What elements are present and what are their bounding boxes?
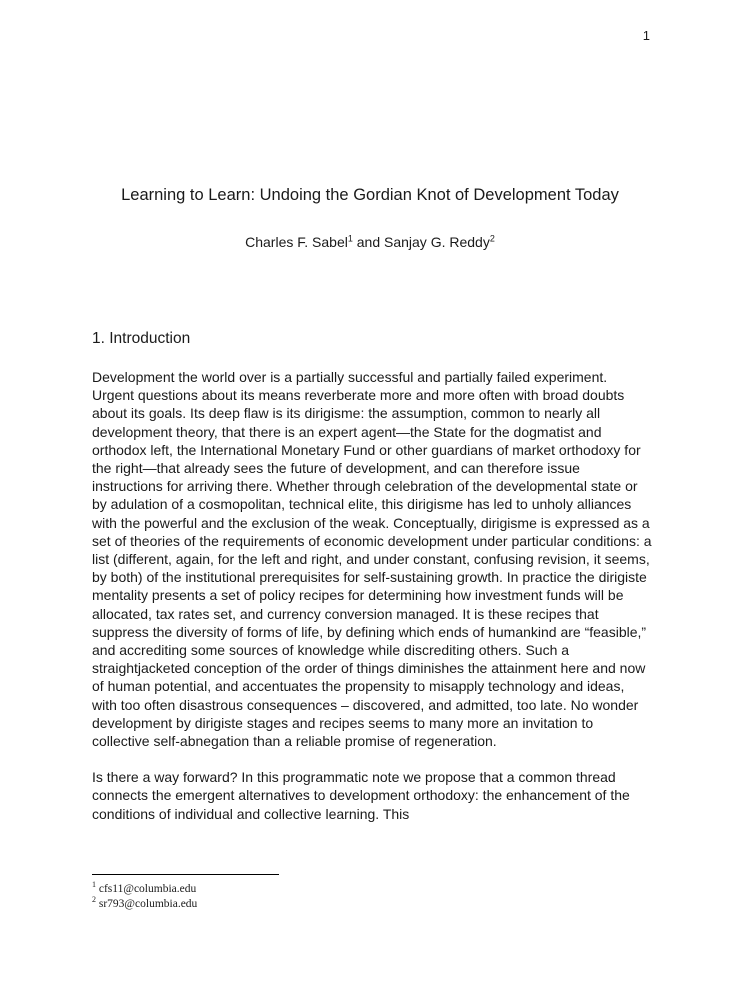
author-2-footnote-ref: 2 [489,233,495,244]
paragraph-2: Is there a way forward? In this programmatic note we propose that a common thread connects the emergent alternatives to development orthodoxy: the enhancement of the conditions of individual and collective learning. This [92,769,630,822]
authors-separator: and [352,234,384,250]
authors-line [70,234,670,250]
footnote-2-marker: 2 [92,895,96,905]
section-heading-introduction: 1. Introduction [92,330,191,347]
author-2-name: Sanjay G. Reddy [384,234,490,250]
footnote-1-text: cfs11@columbia.edu [98,883,197,895]
page-number: 1 [642,28,650,43]
body-text [92,368,652,841]
footnote-2-text: sr793@columbia.edu [98,898,198,910]
paper-title: Learning to Learn: Undoing the Gordian Knot of Development Today [121,186,619,204]
footnote-1 [92,882,652,897]
author-1-name: Charles F. Sabel [245,234,348,250]
footnote-2 [92,897,652,912]
footnote-area [92,874,652,912]
paragraph-1: Development the world over is a partially successful and partially failed experiment. Urgent questions about its means reverberate more and more often with broad doubts about its goals. Its deep flaw is its dirigisme: the assumption, common to nearly all development theory, that there is an expert agent—the State for the dogmatist and orthodox left, the International Monetary Fund or other guardians of market orthodoxy for the right—that already sees the future of development, and can therefore issue instructions for arriving there. Whether through celebration of the developmental state or by adulation of a cosmopolitan, technical elite, this dirigisme has led to unholy alliances with the powerful and the exclusion of the weak. Conceptually, dirigisme is expressed as a set of theories of the requirements of economic development under particular conditions: a list (different, again, for the left and right, and under constant, confusing revision, it seems, by both) of the institutional prerequisites for self-sustaining growth. In practice the dirigiste mentality presents a set of policy recipes for determining how investment funds will be allocated, tax rates set, and currency conversion managed. It is these recipes that suppress the diversity of forms of life, by defining which ends of humankind are “feasible,” and accrediting some sources of knowledge while discrediting others. Such a straightjacketed conception of the order of things diminishes the attainment here and now of human potential, and accentuates the propensity to misapply technology and ideas, with too often disastrous consequences – discovered, and admitted, too late. No wonder development by dirigiste stages and recipes seems to many more an invitation to collective self-abnegation than a reliable promise of regeneration. [92,369,652,750]
author-1-footnote-ref: 1 [347,233,353,244]
footnote-separator-rule [92,874,279,875]
footnote-1-marker: 1 [92,880,96,890]
